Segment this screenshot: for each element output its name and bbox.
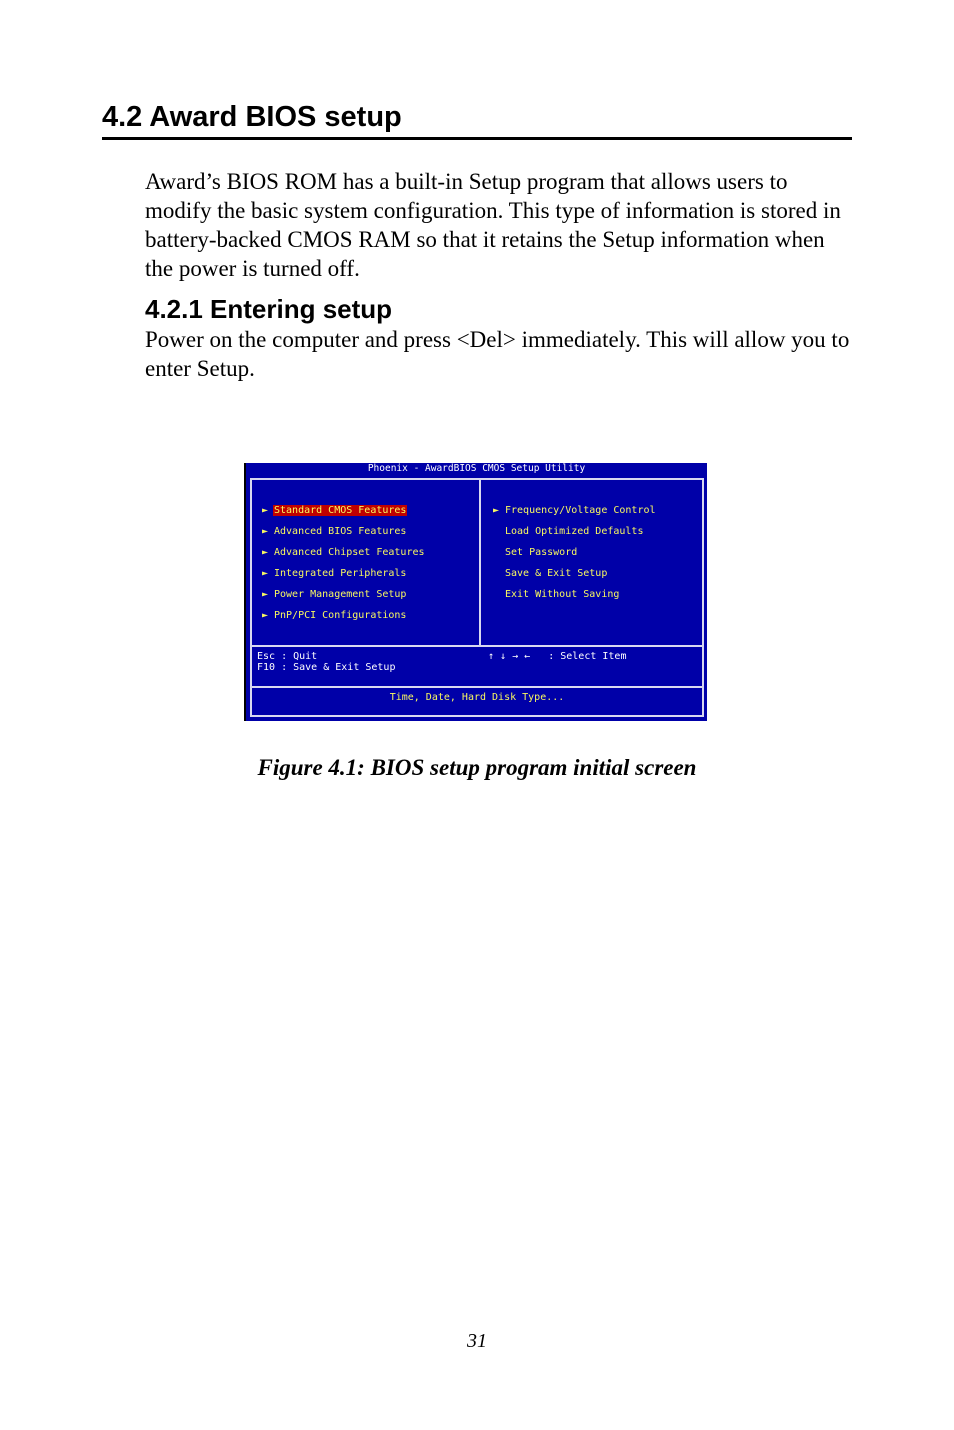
heading-rule bbox=[102, 137, 852, 140]
bios-status-help: Time, Date, Hard Disk Type... bbox=[389, 692, 565, 703]
bios-menu-item-right-2[interactable] bbox=[493, 546, 657, 567]
bios-menu-item-label: Integrated Peripherals bbox=[274, 568, 407, 579]
subsection-heading: 4.2.1 Entering setup bbox=[145, 294, 393, 324]
key-select-item: ↑ ↓ → ← : Select Item bbox=[488, 651, 627, 662]
submenu-arrow-icon: ► bbox=[262, 610, 269, 621]
bios-menu-item-left-0[interactable] bbox=[262, 504, 426, 525]
bios-keys-left bbox=[257, 651, 395, 673]
bios-menu-item-label: Set Password bbox=[505, 547, 578, 558]
page-number: 31 bbox=[467, 1330, 487, 1352]
bios-screenshot bbox=[244, 463, 707, 721]
submenu-arrow-icon: ► bbox=[262, 547, 269, 558]
bios-menu-item-right-4[interactable] bbox=[493, 588, 657, 609]
bios-menu-item-left-2[interactable] bbox=[262, 546, 426, 567]
bios-menu-item-label: Standard CMOS Features bbox=[274, 505, 407, 516]
key-f10-save: F10 : Save & Exit Setup bbox=[257, 662, 396, 673]
bios-menu-item-label: PnP/PCI Configurations bbox=[274, 610, 407, 621]
submenu-arrow-icon: ► bbox=[262, 568, 269, 579]
key-esc-quit: Esc : Quit bbox=[257, 651, 318, 662]
entering-setup-paragraph: Power on the computer and press <Del> immediately. This will allow you to enter Setup. bbox=[145, 327, 850, 381]
intro-paragraph: Award’s BIOS ROM has a built-in Setup program that allows users to modify the basic system configuration. This type of information is stored in battery-backed CMOS RAM so that it retains the Setup information when the power is turned off. bbox=[145, 169, 841, 281]
bios-menu-item-label: Load Optimized Defaults bbox=[505, 526, 644, 537]
bios-menu-area bbox=[252, 480, 702, 647]
bios-menu-divider bbox=[479, 480, 481, 645]
bios-menu-item-left-4[interactable] bbox=[262, 588, 426, 609]
bios-key-help bbox=[252, 647, 702, 688]
bios-menu-item-right-0[interactable] bbox=[493, 504, 657, 525]
bios-menu-item-left-1[interactable] bbox=[262, 525, 426, 546]
bios-title: Phoenix - AwardBIOS CMOS Setup Utility bbox=[367, 463, 586, 474]
bios-frame bbox=[250, 478, 704, 717]
bios-menu-item-label: Frequency/Voltage Control bbox=[505, 505, 656, 516]
bios-menu-item-left-3[interactable] bbox=[262, 567, 426, 588]
bios-menu-item-right-3[interactable] bbox=[493, 567, 657, 588]
bios-menu-item-label: Exit Without Saving bbox=[505, 589, 620, 600]
bios-menu-item-label: Power Management Setup bbox=[274, 589, 407, 600]
submenu-arrow-icon: ► bbox=[493, 505, 500, 516]
bios-menu-item-label: Save & Exit Setup bbox=[505, 568, 608, 579]
submenu-arrow-icon: ► bbox=[262, 526, 269, 537]
bios-menu-item-label: Advanced BIOS Features bbox=[274, 526, 407, 537]
submenu-arrow-icon: ► bbox=[262, 589, 269, 600]
submenu-arrow-icon: ► bbox=[262, 505, 269, 516]
bios-right-menu bbox=[493, 504, 657, 609]
bios-menu-item-label: Advanced Chipset Features bbox=[274, 547, 425, 558]
bios-menu-item-right-1[interactable] bbox=[493, 525, 657, 546]
bios-left-menu bbox=[262, 504, 426, 630]
bios-menu-item-left-5[interactable] bbox=[262, 609, 426, 630]
figure-caption: Figure 4.1: BIOS setup program initial screen bbox=[257, 755, 697, 780]
section-heading: 4.2 Award BIOS setup bbox=[102, 101, 402, 133]
